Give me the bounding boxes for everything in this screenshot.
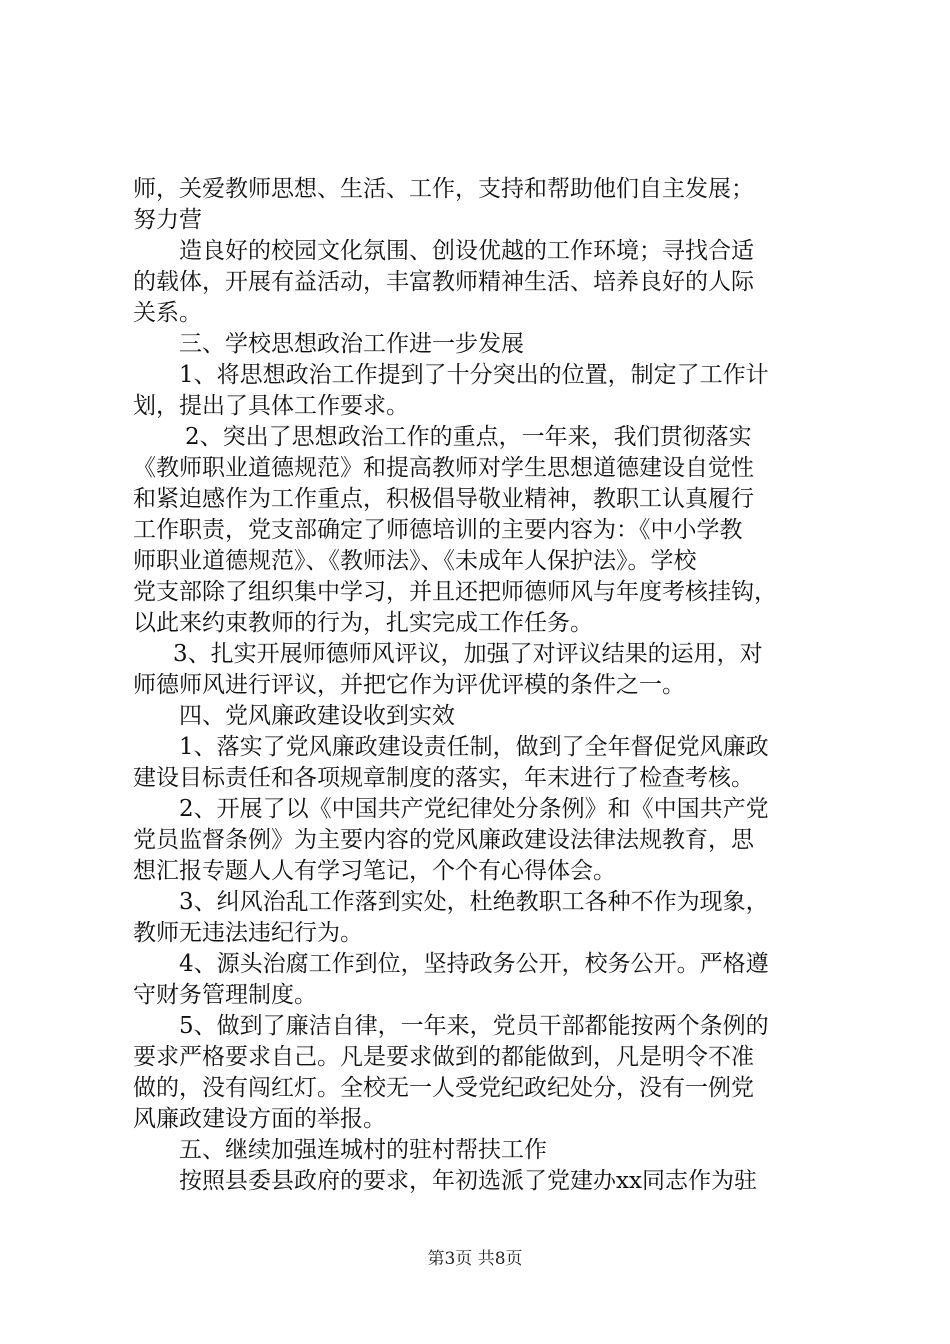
text-line: 划，提出了具体工作要求。 [133,393,409,419]
text-line: 5、做到了廉洁自律，一年来，党员干部都能按两个条例的 [179,1013,769,1039]
text-line: 造良好的校园文化氛围、创设优越的工作环境；寻找合适 [179,238,754,264]
text-line: 师，关爱教师思想、生活、工作，支持和帮助他们自主发展； [133,176,754,202]
text-line: 教师无违法违纪行为。 [133,920,363,946]
text-line: 《教师职业道德规范》和提高教师对学生思想道德建设自觉性 [133,455,754,481]
text-line: 和紧迫感作为工作重点，积极倡导敬业精神，教职工认真履行 [133,486,754,512]
text-line: 关系。 [133,300,202,326]
text-line: 2、开展了以《中国共产党纪律处分条例》和《中国共产党 [179,796,769,822]
text-line: 师德师风进行评议，并把它作为评优评模的条件之一。 [133,672,685,698]
text-line: 努力营 [133,207,202,233]
text-line: 守财务管理制度。 [133,982,317,1008]
text-line: 3、扎实开展师德师风评议，加强了对评议结果的运用，对 [173,641,763,667]
text-line: 党员监督条例》为主要内容的党风廉政建设法律法规教育，思 [133,827,754,853]
text-line: 1、落实了党风廉政建设责任制，做到了全年督促党风廉政 [179,734,769,760]
text-line: 2、突出了思想政治工作的重点，一年来，我们贯彻落实 [185,424,752,450]
text-line: 的载体，开展有益活动，丰富教师精神生活、培养良好的人际 [133,269,754,295]
text-line: 按照县委县政府的要求，年初选派了党建办xx同志作为驻 [179,1168,757,1194]
text-line: 要求严格要求自己。凡是要求做到的都能做到，凡是明令不准 [133,1044,754,1070]
text-line: 建设目标责任和各项规章制度的落实，年末进行了检查考核。 [133,765,754,791]
text-line: 想汇报专题人人有学习笔记，个个有心得体会。 [133,858,616,884]
document-body [133,174,833,1197]
text-line: 风廉政建设方面的举报。 [133,1106,386,1132]
text-line: 做的，没有闯红灯。全校无一人受党纪政纪处分，没有一例党 [133,1075,754,1101]
section-heading: 三、学校思想政治工作进一步发展 [179,331,524,357]
text-line: 党支部除了组织集中学习，并且还把师德师风与年度考核挂钩， [133,579,777,605]
text-line: 工作职责，党支部确定了师德培训的主要内容为：《中小学教 [133,517,743,543]
page-number-footer: 第3页 共8页 [427,1249,523,1269]
text-line: 以此来约束教师的行为，扎实完成工作任务。 [133,610,593,636]
text-line: 4、源头治腐工作到位，坚持政务公开，校务公开。严格遵 [179,951,769,977]
section-heading: 四、党风廉政建设收到实效 [179,703,455,729]
section-heading: 五、继续加强连城村的驻村帮扶工作 [179,1137,547,1163]
text-line: 1、将思想政治工作提到了十分突出的位置，制定了工作计 [179,362,769,388]
text-line: 3、纠风治乱工作落到实处，杜绝教职工各种不作为现象， [179,889,769,915]
text-line: 师职业道德规范》、《教师法》、《未成年人保护法》。学校 [133,548,697,574]
